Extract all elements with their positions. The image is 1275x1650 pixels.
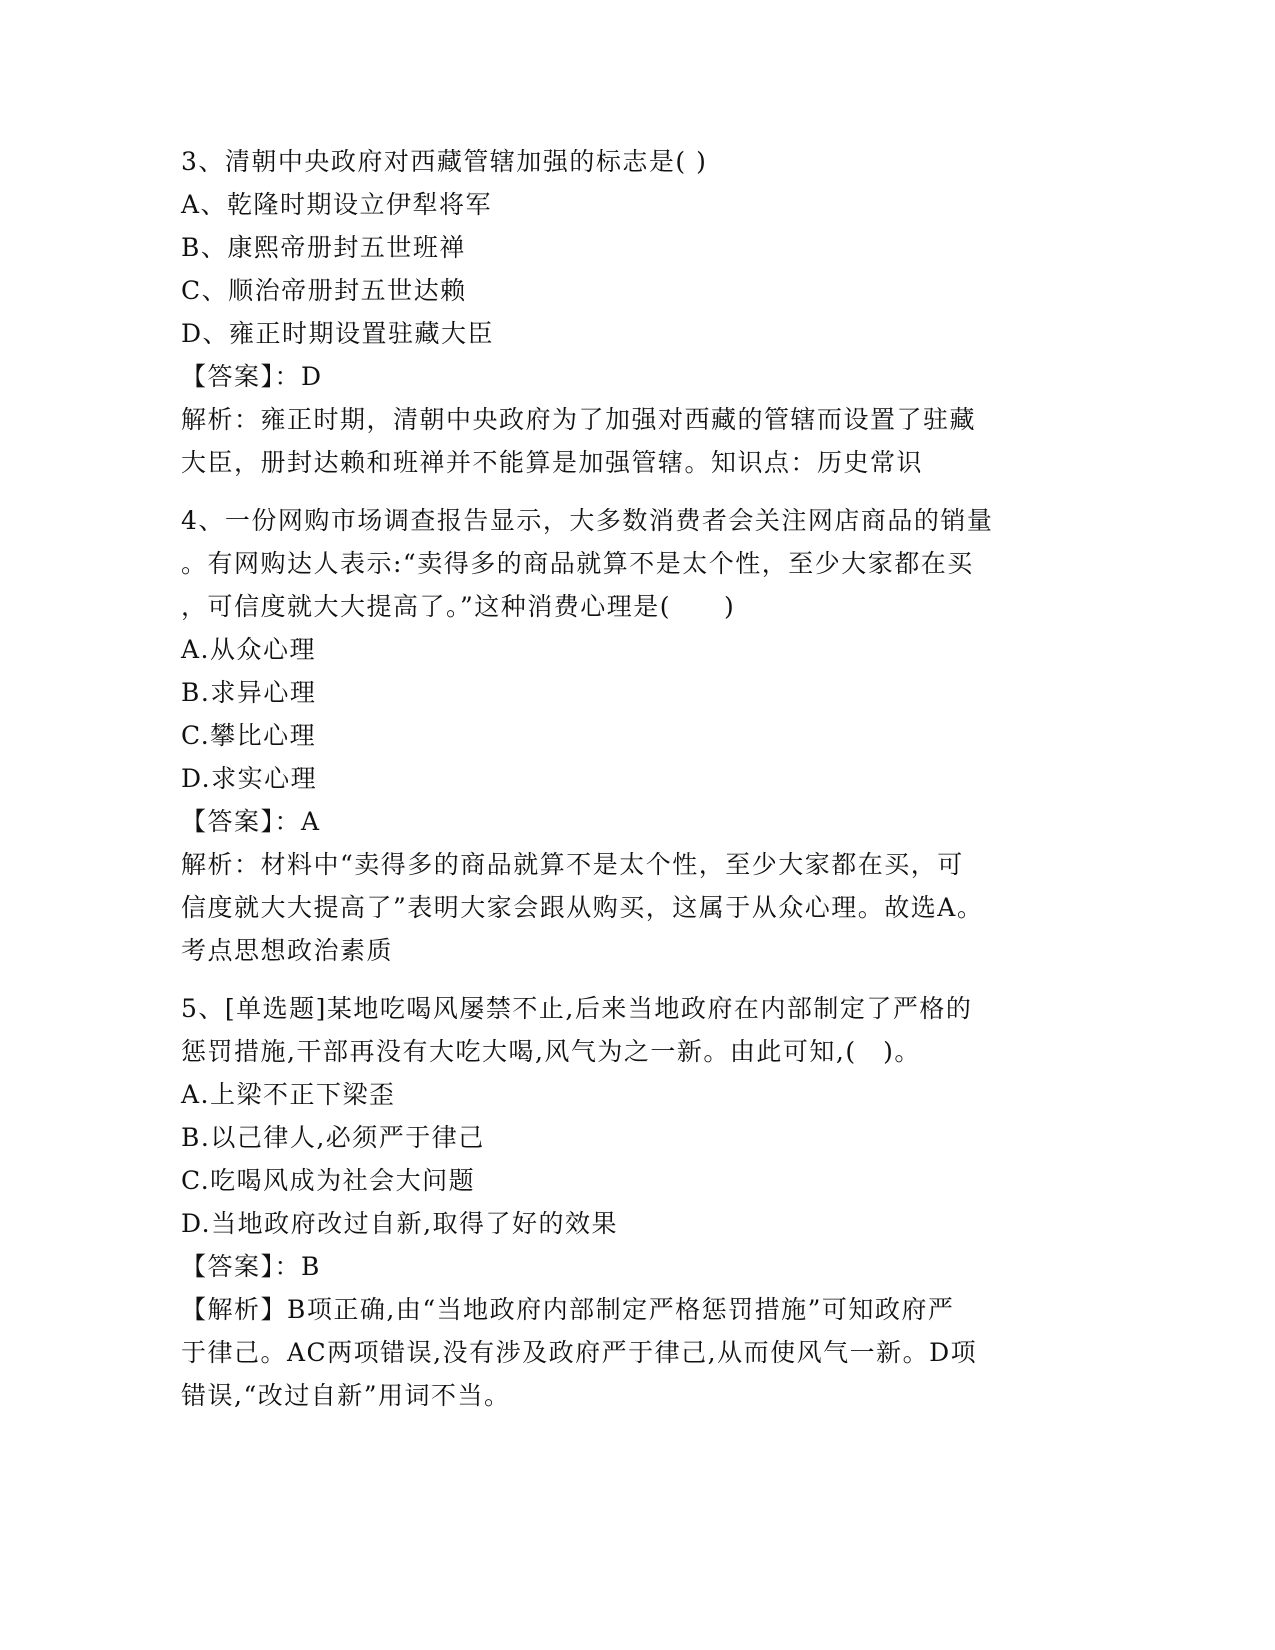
stem-line: 3、清朝中央政府对西藏管辖加强的标志是( ) [181, 147, 708, 176]
analysis-line: 考点思想政治素质 [181, 936, 394, 965]
stem-line: ，可信度就大大提高了。”这种消费心理是( ) [181, 592, 736, 621]
question-5 [181, 987, 1081, 1417]
question-stem [181, 140, 1081, 183]
option-b: B.求异心理 [181, 678, 317, 707]
analysis-line: 解析：雍正时期，清朝中央政府为了加强对西藏的管辖而设置了驻藏 [181, 405, 977, 434]
stem-line: 5、[单选题]某地吃喝风屡禁不止,后来当地政府在内部制定了严格的 [181, 994, 973, 1023]
analysis-line: 于律己。AC两项错误,没有涉及政府严于律己,从而使风气一新。D项 [181, 1338, 978, 1367]
option-c: C.吃喝风成为社会大问题 [181, 1166, 476, 1195]
option-d: D.当地政府改过自新,取得了好的效果 [181, 1209, 619, 1238]
answer: 【答案】：B [181, 1252, 321, 1281]
analysis-line: 解析：材料中“卖得多的商品就算不是太个性，至少大家都在买，可 [181, 850, 964, 879]
option-d: D.求实心理 [181, 764, 318, 793]
option-c: C、顺治帝册封五世达赖 [181, 276, 467, 305]
analysis [181, 843, 1081, 972]
question-gap [181, 484, 1081, 499]
question-4 [181, 499, 1081, 972]
question-gap [181, 972, 1081, 987]
stem-line: 惩罚措施,干部再没有大吃大喝,风气为之一新。由此可知,( )。 [181, 1037, 921, 1066]
answer: 【答案】：D [181, 362, 323, 391]
analysis [181, 1288, 1081, 1417]
analysis-line: 【解析】B项正确,由“当地政府内部制定严格惩罚措施”可知政府严 [181, 1295, 955, 1324]
document-page [181, 140, 1081, 1417]
option-b: B.以己律人,必须严于律己 [181, 1123, 485, 1152]
option-b: B、康熙帝册封五世班禅 [181, 233, 466, 262]
question-stem [181, 987, 1081, 1073]
analysis-line: 大臣，册封达赖和班禅并不能算是加强管辖。知识点：历史常识 [181, 448, 924, 477]
option-c: C.攀比心理 [181, 721, 317, 750]
question-stem [181, 499, 1081, 628]
stem-line: 4、一份网购市场调查报告显示，大多数消费者会关注网店商品的销量 [181, 506, 994, 535]
analysis-line: 信度就大大提高了”表明大家会跟从购买，这属于从众心理。故选A。 [181, 893, 984, 922]
option-a: A.上梁不正下梁歪 [181, 1080, 396, 1109]
option-a: A、乾隆时期设立伊犁将军 [181, 190, 493, 219]
question-3 [181, 140, 1081, 484]
analysis [181, 398, 1081, 484]
stem-line: 。有网购达人表示:“卖得多的商品就算不是太个性，至少大家都在买 [181, 549, 974, 578]
option-a: A.从众心理 [181, 635, 317, 664]
analysis-line: 错误,“改过自新”用词不当。 [181, 1381, 511, 1410]
answer: 【答案】：A [181, 807, 321, 836]
option-d: D、雍正时期设置驻藏大臣 [181, 319, 495, 348]
